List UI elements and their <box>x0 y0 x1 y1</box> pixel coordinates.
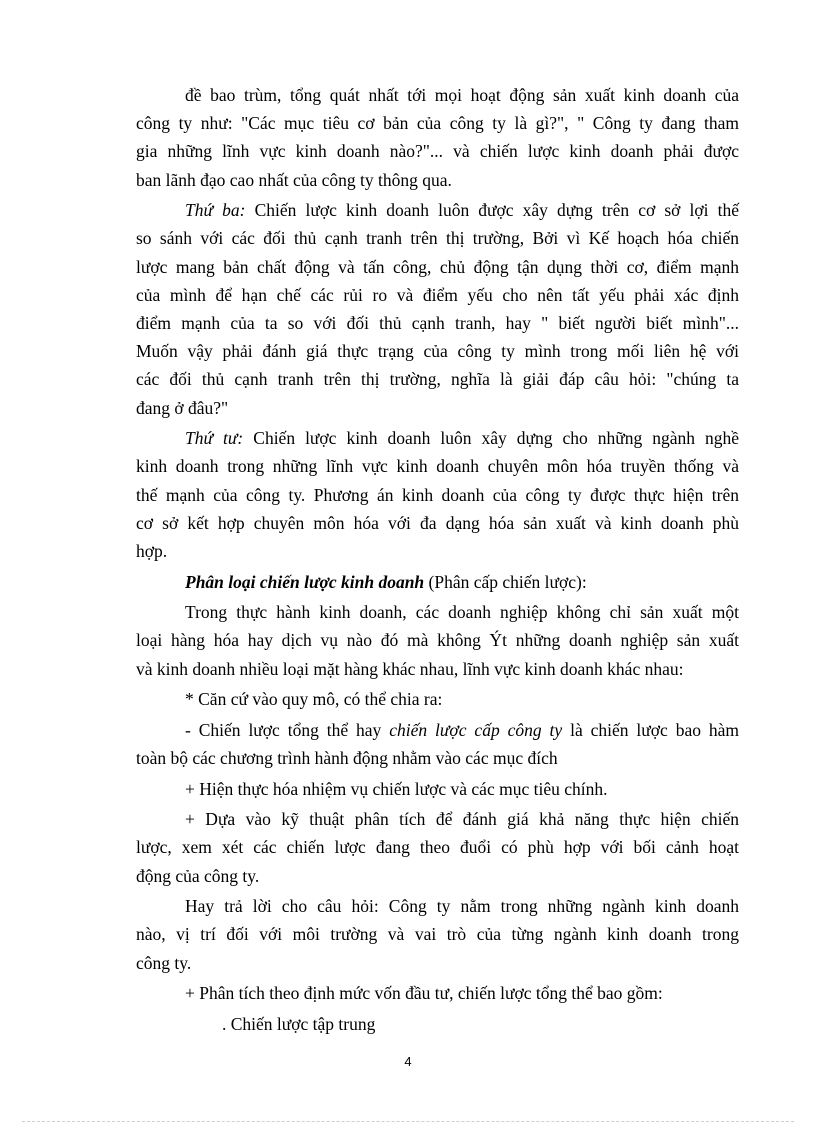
text-line <box>185 718 739 742</box>
text-line <box>136 367 739 391</box>
section-heading: Phân loại chiến lược kinh doanh <box>185 571 425 592</box>
text-line <box>185 777 739 801</box>
text-line <box>136 339 739 363</box>
text-line <box>136 483 739 507</box>
line-text: là chiến lược bao hàm <box>562 719 739 740</box>
line-text: gia những lĩnh vực kinh doanh nào?"... và chiến lược kinh doanh phải được <box>136 141 739 162</box>
line-text: * Căn cứ vào quy mô, có thể chia ra: <box>185 689 443 710</box>
text-line <box>136 226 739 250</box>
text-line <box>136 255 739 279</box>
line-text: công ty như: "Các mục tiêu cơ bản của công ty là gì?", " Công ty đang tham <box>136 113 739 134</box>
line-text: thế mạnh của công ty. Phương án kinh doanh của công ty được thực hiện trên <box>136 484 739 505</box>
text-line <box>136 864 739 888</box>
text-line <box>185 198 739 222</box>
text-line <box>136 628 739 652</box>
text-line <box>185 894 739 918</box>
line-text: Chiến lược kinh doanh luôn xây dựng cho những ngành nghề <box>243 428 739 449</box>
text-line <box>185 807 739 831</box>
line-text: các đối thủ cạnh tranh trên thị trường, nghĩa là giải đáp câu hỏi: "chúng ta <box>136 369 739 390</box>
line-text: kinh doanh trong những lĩnh vực kinh doanh chuyên môn hóa truyền thống và <box>136 456 739 477</box>
line-text: Muốn vậy phải đánh giá thực trạng của công ty mình trong mối liên hệ với <box>136 341 739 362</box>
text-line <box>185 981 739 1005</box>
text-line <box>185 426 739 450</box>
emphasis: chiến lược cấp công ty <box>389 719 563 740</box>
text-line <box>136 539 739 563</box>
line-text: + Hiện thực hóa nhiệm vụ chiến lược và các mục tiêu chính. <box>185 778 608 799</box>
line-text: - Chiến lược tổng thể hay <box>185 719 390 740</box>
text-line <box>136 922 739 946</box>
line-text: toàn bộ các chương trình hành động nhằm vào các mục đích <box>136 748 558 768</box>
text-line <box>136 283 739 307</box>
line-text: + Dựa vào kỹ thuật phân tích để đánh giá khả năng thực hiện chiến <box>185 809 739 830</box>
text-line <box>136 746 739 770</box>
text-line <box>185 83 739 107</box>
line-text: điểm mạnh của ta so với đối thủ cạnh tranh, hay " biết người biết mình"... <box>136 313 739 333</box>
line-text: cơ sở kết hợp chuyên môn hóa với đa dạng hóa sản xuất và kinh doanh phù <box>136 512 739 533</box>
line-text: nào, vị trí đối với môi trường và vai trò của từng ngành kinh doanh trong <box>136 924 739 945</box>
line-text: hợp. <box>136 541 168 561</box>
emphasis: Thứ ba: <box>185 200 246 221</box>
line-text: lược mang bản chất động và tấn công, chủ động tận dụng thời cơ, điểm mạnh <box>136 256 739 277</box>
text-line <box>136 396 739 420</box>
text-line <box>136 311 739 335</box>
line-text: đề bao trùm, tổng quát nhất tới mọi hoạt động sản xuất kinh doanh của <box>185 85 739 105</box>
line-text: loại hàng hóa hay dịch vụ nào đó mà không Ýt những doanh nghiệp sản xuất <box>136 630 739 651</box>
line-text: . Chiến lược tập trung <box>222 1013 376 1034</box>
text-line <box>136 835 739 859</box>
line-text: động của công ty. <box>136 865 260 886</box>
text-line <box>136 111 739 135</box>
page-bottom-rule <box>22 1121 794 1122</box>
line-text: đang ở đâu?" <box>136 397 229 418</box>
text-line <box>185 687 739 711</box>
line-text: so sánh với các đối thủ cạnh tranh trên thị trường, Bởi vì Kế hoạch hóa chiến <box>136 228 739 249</box>
emphasis: Thứ tư: <box>185 428 244 449</box>
line-text: + Phân tích theo định mức vốn đầu tư, chiến lược tổng thể bao gồm: <box>185 983 663 1004</box>
text-line <box>185 570 739 594</box>
text-line <box>136 454 739 478</box>
line-text: và kinh doanh nhiều loại mặt hàng khác nhau, lĩnh vực kinh doanh khác nhau: <box>136 658 684 679</box>
line-text: (Phân cấp chiến lược): <box>424 571 587 592</box>
line-text: Chiến lược kinh doanh luôn được xây dựng trên cơ sở lợi thế <box>245 200 739 221</box>
text-line <box>136 951 739 975</box>
line-text: Trong thực hành kinh doanh, các doanh nghiệp không chỉ sản xuất một <box>185 602 739 623</box>
line-text: của mình để hạn chế các rủi ro và điểm yếu cho nên tất yếu phải xác định <box>136 284 739 305</box>
line-text: lược, xem xét các chiến lược đang theo đuổi có phù hợp với bối cảnh hoạt <box>136 837 739 858</box>
text-line <box>136 168 739 192</box>
line-text: ban lãnh đạo cao nhất của công ty thông qua. <box>136 169 452 190</box>
text-line <box>136 657 739 681</box>
text-line <box>222 1012 739 1036</box>
line-text: công ty. <box>136 952 192 973</box>
text-line <box>136 511 739 535</box>
line-text: Hay trả lời cho câu hỏi: Công ty nằm trong những ngành kinh doanh <box>185 896 739 917</box>
text-line <box>185 600 739 624</box>
page-number: 4 <box>404 1054 412 1069</box>
text-line <box>136 139 739 163</box>
